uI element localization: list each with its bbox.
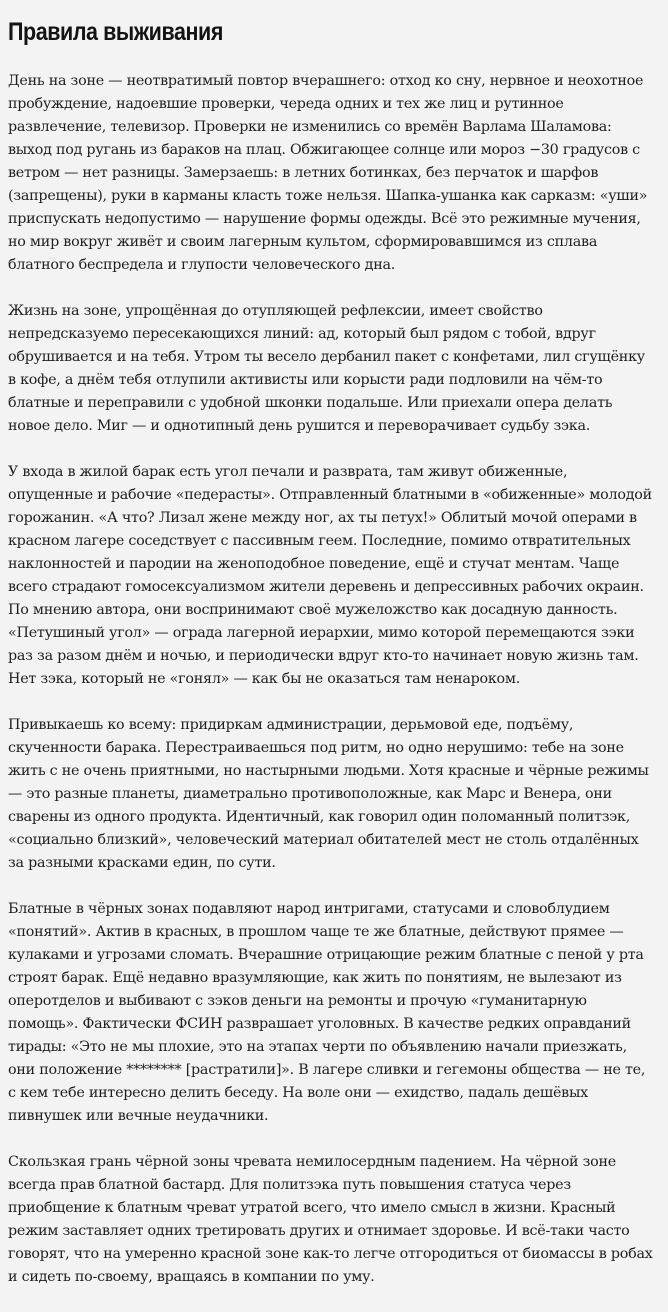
article-paragraph-3: У входа в жилой барак есть угол печали и разврата, там живут обиженные, опущенные и рабочие «педерасты». Отправленный блатными в «обиженные» молодой горожанин. «А что? Лизал жене между ног, ах ты петух!» Облитый мочой операми в красном лагере соседствует с пассивным геем. Последние, помимо отвратительных наклонностей и пародии на женоподобное поведение, ещё и стучат ментам. Чаще всего страдают гомосексуализмом жители деревень и депрессивных рабочих окраин. По мнению автора, они воспринимают своё мужеложство как досадную данность. «Петушиный угол» — ограда лагерной иерархии, мимо которой перемещаются зэки раз за разом днём и ночью, и периодически вдруг кто-то начинает новую жизнь там. Нет зэка, который не «гонял» — как бы не оказаться там ненароком.: [8, 464, 652, 687]
article-paragraph-6: Скользкая грань чёрной зоны чревата немилосердным падением. На чёрной зоне всегда прав блатной бастард. Для политзэка путь повышения статуса через приобщение к блатным чреват утратой всего, что имело смысл в жизни. Красный режим заставляет одних третировать других и отнимает здоровье. И всё-таки часто говорят, что на умеренно красной зоне как-то легче отгородиться от биомассы в робах и сидеть по-своему, вращаясь в компании по уму.: [8, 1154, 653, 1285]
article-paragraph-4: Привыкаешь ко всему: придиркам администрации, дерьмовой еде, подъёму, скученности барака. Перестраиваешься под ритм, но одно нерушимо: тебе на зоне жить с не очень приятными, но настырными людьми. Хотя красные и чёрные режимы — это разные планеты, диаметрально противоположные, как Марс и Венера, они сварены из одного продукта. Идентичный, как говорил один поломанный политзэк, «социально близкий», человеческий материал обитателей мест не столь отдалённых за разными красками един, по сути.: [8, 717, 649, 871]
article-paragraph-5: Блатные в чёрных зонах подавляют народ интригами, статусами и словоблудием «понятий». Актив в красных, в прошлом чаще те же блатные, действуют прямее — кулаками и угрозами сломать. Вчерашние отрицающие режим блатные с пеной у рта строят барак. Ещё недавно вразумляющие, как жить по понятиям, не вылезают из оперотделов и выбивают с зэков деньги на ремонты и прочую «гуманитарную помощь». Фактически ФСИН разврашает уголовных. В качестве редких оправданий тирады: «Это не мы плохие, это на этапах черти по объявлению начали приезжать, они положение ******** [растратили]». В лагере сливки и гегемоны общества — не те, с кем тебе интересно делить беседу. На воле они — ехидство, падаль дешёвых пивнушек или вечные неудачники.: [8, 901, 646, 1124]
article: [8, 12, 656, 1312]
article-title: Правила выживания: [8, 18, 223, 46]
article-paragraph-1: День на зоне — неотвратимый повтор вчерашнего: отход ко сну, нервное и неохотное пробуждение, надоевшие проверки, череда одних и тех же лиц и рутинное развлечение, телевизор. Проверки не изменились со времён Варлама Шаламова: выход под ругань из бараков на плац. Обжигающее солнце или мороз −30 градусов с ветром — нет разницы. Замерзаешь: в летних ботинках, без перчаток и шарфов (запрещены), руки в карманы класть тоже нельзя. Шапка-ушанка как сарказм: «уши» приспускать недопустимо — нарушение формы одежды. Всё это режимные мучения, но мир вокруг живёт и своим лагерным культом, сформировавшимся из сплава блатного беспредела и глупости человеческого дна.: [8, 73, 648, 273]
article-paragraph-2: Жизнь на зоне, упрощённая до отупляющей рефлексии, имеет свойство непредсказуемо пересекающихся линий: ад, который был рядом с тобой, вдруг обрушивается и на тебя. Утром ты весело дербанил пакет с конфетами, лил сгущёнку в кофе, а днём тебя отлупили активисты или корысти ради подловили на чём-то блатные и переправили с удобной шконки подальше. Или приехали опера делать новое дело. Миг — и однотипный день рушится и переворачивает судьбу зэка.: [8, 303, 645, 434]
